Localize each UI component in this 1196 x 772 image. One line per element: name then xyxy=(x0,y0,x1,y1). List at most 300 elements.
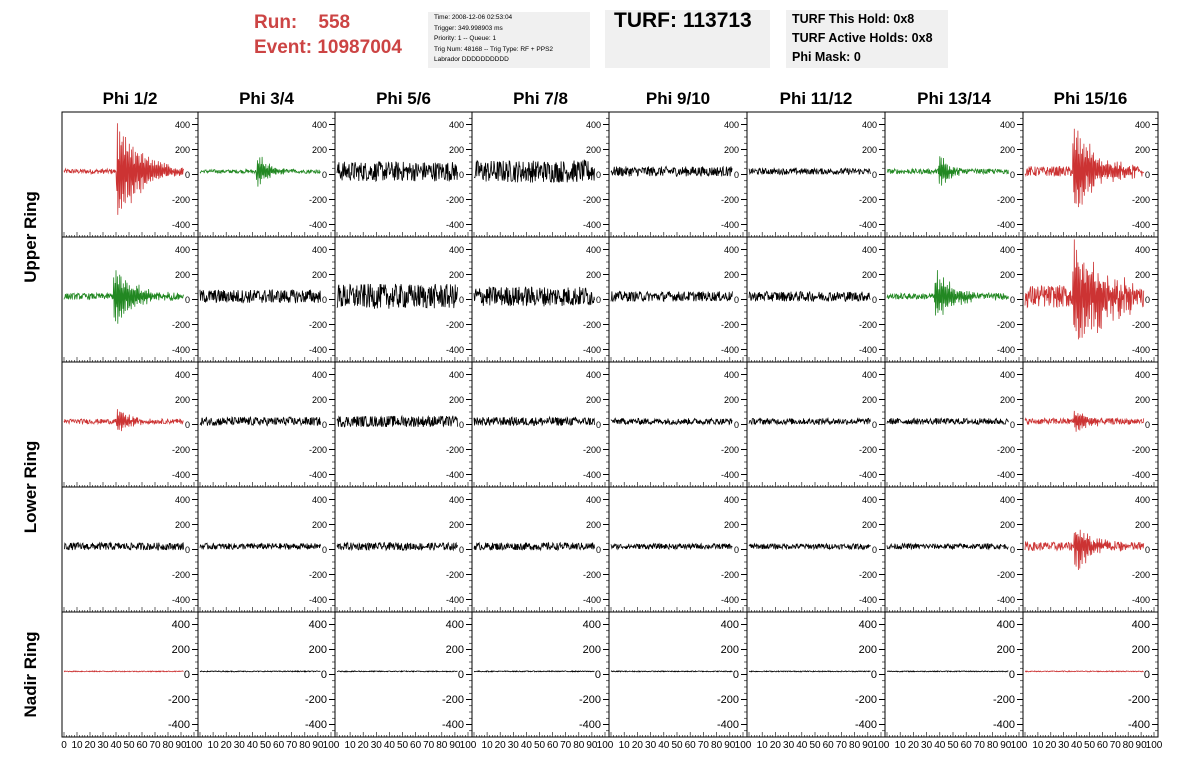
waveform-trace xyxy=(474,671,595,672)
y-tick-label: 200 xyxy=(1131,644,1150,656)
y-tick-label: 0 xyxy=(321,170,327,180)
y-tick-label: 0 xyxy=(321,295,327,305)
y-tick-label: -400 xyxy=(445,345,464,355)
y-tick-label: -200 xyxy=(720,570,739,580)
y-tick-label: 400 xyxy=(1134,245,1150,255)
column-title: Phi 13/14 xyxy=(917,89,991,108)
y-tick-label: -200 xyxy=(1127,694,1150,706)
y-tick-label: 400 xyxy=(996,619,1015,631)
y-tick-label: -200 xyxy=(1131,195,1150,205)
plot-frame xyxy=(747,112,885,237)
y-tick-label: -400 xyxy=(996,345,1015,355)
y-tick-label: 400 xyxy=(723,370,739,380)
x-tick-label: 30 xyxy=(370,740,382,751)
info-line-trignum: Trig Num: 48168 -- Trig Type: RF + PPS2 xyxy=(434,45,554,53)
y-tick-label: 200 xyxy=(448,270,464,280)
waveform-trace xyxy=(337,284,458,309)
x-tick-label: 20 xyxy=(220,740,232,751)
y-tick-label: 400 xyxy=(174,120,190,130)
y-tick-label: -400 xyxy=(1131,595,1150,605)
plot-frame xyxy=(885,112,1023,237)
x-tick-label: 70 xyxy=(1109,740,1121,751)
row-label: Upper Ring xyxy=(21,191,40,283)
y-tick-label: 400 xyxy=(861,120,877,130)
y-tick-label: -200 xyxy=(996,445,1015,455)
x-tick-label: 50 xyxy=(533,740,546,751)
waveform-trace xyxy=(749,671,870,672)
y-tick-label: -200 xyxy=(858,320,877,330)
waveform-trace xyxy=(337,162,458,182)
y-tick-label: -400 xyxy=(720,470,739,480)
y-tick-label: 200 xyxy=(1134,270,1150,280)
x-tick-label: 80 xyxy=(849,740,861,751)
y-tick-label: -400 xyxy=(171,220,190,230)
y-tick-label: 400 xyxy=(720,619,739,631)
y-tick-label: -400 xyxy=(1131,345,1150,355)
y-tick-label: 200 xyxy=(1134,145,1150,155)
x-tick-label: 20 xyxy=(494,740,506,751)
x-tick-label: 90 xyxy=(586,740,598,751)
y-tick-label: 200 xyxy=(999,145,1015,155)
y-tick-label: -400 xyxy=(1131,470,1150,480)
y-tick-label: -400 xyxy=(582,220,601,230)
y-tick-label: -200 xyxy=(996,320,1015,330)
y-tick-label: 400 xyxy=(171,619,190,631)
y-tick-label: -400 xyxy=(996,220,1015,230)
y-tick-label: 400 xyxy=(1134,370,1150,380)
x-tick-label: 90 xyxy=(449,740,461,751)
x-tick-label: 60 xyxy=(136,740,148,751)
run-label: Run: xyxy=(254,12,298,33)
y-tick-label: 200 xyxy=(311,520,327,530)
x-tick-label: 20 xyxy=(1045,740,1057,751)
y-tick-label: 400 xyxy=(445,619,464,631)
y-tick-label: 0 xyxy=(595,295,601,305)
waveform-trace xyxy=(474,417,595,426)
y-tick-label: -200 xyxy=(171,195,190,205)
waveform-trace xyxy=(749,291,870,301)
y-tick-label: -400 xyxy=(996,470,1015,480)
x-tick-label: 30 xyxy=(783,740,795,751)
x-tick-label: 20 xyxy=(769,740,781,751)
info-line-time: Time: 2008-12-06 02:53:04 xyxy=(434,14,513,21)
y-tick-label: -400 xyxy=(578,719,601,731)
y-tick-label: -400 xyxy=(304,719,327,731)
x-tick-label: 80 xyxy=(987,740,999,751)
plot-frame xyxy=(609,237,747,362)
y-tick-label: 200 xyxy=(723,395,739,405)
y-tick-label: -200 xyxy=(304,694,327,706)
x-tick-label: 50 xyxy=(947,740,959,751)
y-tick-label: 200 xyxy=(861,145,877,155)
x-tick-label: 90 xyxy=(1000,740,1012,751)
y-tick-label: 200 xyxy=(171,644,190,656)
y-tick-label: 0 xyxy=(1009,545,1015,555)
waveform-trace xyxy=(887,671,1008,672)
y-tick-label: 400 xyxy=(585,495,601,505)
y-tick-label: 400 xyxy=(1134,120,1150,130)
x-tick-label: 80 xyxy=(436,740,448,751)
y-tick-label: 200 xyxy=(174,520,190,530)
y-tick-label: 400 xyxy=(308,619,327,631)
waveform-trace xyxy=(1025,671,1144,672)
column-title: Phi 15/16 xyxy=(1053,89,1128,108)
x-tick-label: 50 xyxy=(671,740,683,751)
y-tick-label: 200 xyxy=(999,395,1015,405)
x-tick-label: 70 xyxy=(697,740,709,751)
plot-frame xyxy=(1023,362,1158,487)
y-tick-label: 400 xyxy=(861,370,877,380)
y-tick-label: 400 xyxy=(311,495,327,505)
x-tick-label: 100 xyxy=(322,740,340,751)
waveform-trace xyxy=(749,418,870,424)
y-tick-label: -200 xyxy=(858,195,877,205)
x-tick-label: 90 xyxy=(312,740,324,751)
y-tick-label: -400 xyxy=(308,220,327,230)
x-tick-label: 20 xyxy=(907,740,919,751)
x-tick-label: 10 xyxy=(71,740,83,751)
y-tick-label: 400 xyxy=(311,120,327,130)
y-tick-label: 0 xyxy=(321,545,327,555)
y-tick-label: -200 xyxy=(167,694,190,706)
y-tick-label: 0 xyxy=(458,170,464,180)
y-tick-label: -200 xyxy=(1131,570,1150,580)
waveform-trace xyxy=(64,543,184,551)
y-tick-label: 0 xyxy=(184,170,190,180)
waveform-trace xyxy=(749,544,870,549)
y-tick-label: 400 xyxy=(174,495,190,505)
x-tick-label: 70 xyxy=(149,740,161,751)
y-tick-label: 200 xyxy=(448,145,464,155)
waveform-trace xyxy=(611,418,732,424)
y-tick-label: 0 xyxy=(183,669,190,681)
waveform-trace xyxy=(200,671,321,672)
y-tick-label: -400 xyxy=(582,470,601,480)
x-tick-label: 50 xyxy=(396,740,409,751)
y-tick-label: -400 xyxy=(996,595,1015,605)
x-tick-label: 40 xyxy=(383,740,395,751)
x-tick-label: 50 xyxy=(259,740,272,751)
y-tick-label: -200 xyxy=(858,445,877,455)
y-tick-label: -400 xyxy=(308,345,327,355)
y-tick-label: -200 xyxy=(582,445,601,455)
x-tick-label: 40 xyxy=(246,740,258,751)
waveform-trace xyxy=(474,160,595,182)
y-tick-label: 0 xyxy=(870,669,877,681)
column-title: Phi 1/2 xyxy=(102,89,158,108)
x-tick-label: 100 xyxy=(459,740,477,751)
y-tick-label: -400 xyxy=(720,345,739,355)
y-tick-label: 400 xyxy=(448,495,464,505)
x-tick-label: 20 xyxy=(357,740,369,751)
y-tick-label: 200 xyxy=(585,145,601,155)
waveform-trace xyxy=(887,156,1008,185)
y-tick-label: -400 xyxy=(992,719,1015,731)
y-tick-label: 400 xyxy=(723,120,739,130)
y-tick-label: 400 xyxy=(311,370,327,380)
y-tick-label: 200 xyxy=(174,395,190,405)
y-tick-label: 0 xyxy=(458,420,464,430)
y-tick-label: 200 xyxy=(1134,395,1150,405)
y-tick-label: 400 xyxy=(174,245,190,255)
x-tick-label: 0 xyxy=(61,740,67,751)
y-tick-label: 200 xyxy=(585,520,601,530)
plot-frame xyxy=(885,362,1023,487)
x-tick-label: 10 xyxy=(344,740,356,751)
y-tick-label: -200 xyxy=(445,320,464,330)
y-tick-label: 200 xyxy=(996,644,1015,656)
y-tick-label: -400 xyxy=(171,345,190,355)
y-tick-label: 0 xyxy=(458,295,464,305)
x-tick-label: 30 xyxy=(233,740,245,751)
y-tick-label: -200 xyxy=(445,570,464,580)
y-tick-label: -200 xyxy=(578,694,601,706)
waveform-trace xyxy=(1025,411,1144,432)
x-tick-label: 90 xyxy=(1135,740,1147,751)
y-tick-label: -400 xyxy=(858,595,877,605)
x-tick-label: 20 xyxy=(631,740,643,751)
x-tick-label: 40 xyxy=(1071,740,1083,751)
y-tick-label: 400 xyxy=(858,619,877,631)
x-tick-label: 80 xyxy=(162,740,174,751)
x-tick-label: 10 xyxy=(1032,740,1044,751)
y-tick-label: 200 xyxy=(174,145,190,155)
waveform-trace xyxy=(887,418,1008,424)
x-tick-label: 50 xyxy=(809,740,821,751)
column-title: Phi 9/10 xyxy=(645,89,711,108)
x-tick-label: 100 xyxy=(185,740,203,751)
y-tick-label: 0 xyxy=(595,170,601,180)
y-tick-label: 0 xyxy=(321,420,327,430)
y-tick-label: -200 xyxy=(716,694,739,706)
y-tick-label: -400 xyxy=(445,595,464,605)
y-tick-label: 200 xyxy=(585,270,601,280)
y-tick-label: 0 xyxy=(1009,420,1015,430)
y-tick-label: -200 xyxy=(171,570,190,580)
x-tick-label: 70 xyxy=(423,740,435,751)
x-tick-label: 60 xyxy=(1096,740,1108,751)
column-title: Phi 3/4 xyxy=(239,89,294,108)
y-tick-label: 200 xyxy=(445,644,464,656)
y-tick-label: -200 xyxy=(445,195,464,205)
y-tick-label: 200 xyxy=(311,145,327,155)
waveform-trace xyxy=(200,157,321,187)
y-tick-label: 200 xyxy=(308,644,327,656)
y-tick-label: 0 xyxy=(595,420,601,430)
y-tick-label: -200 xyxy=(858,570,877,580)
y-tick-label: 400 xyxy=(861,495,877,505)
waveform-trace xyxy=(200,290,321,304)
x-tick-label: 40 xyxy=(796,740,808,751)
y-tick-label: 400 xyxy=(448,370,464,380)
x-tick-label: 60 xyxy=(273,740,285,751)
x-tick-label: 60 xyxy=(684,740,696,751)
y-tick-label: 0 xyxy=(458,545,464,555)
y-tick-label: -400 xyxy=(445,220,464,230)
plot-frame xyxy=(198,487,335,612)
y-tick-label: -200 xyxy=(720,320,739,330)
y-tick-label: -200 xyxy=(720,445,739,455)
x-tick-label: 70 xyxy=(973,740,985,751)
event-label: Event: xyxy=(254,37,313,58)
y-tick-label: 0 xyxy=(871,420,877,430)
hold-line-active: TURF Active Holds: 0x8 xyxy=(792,31,933,45)
x-tick-label: 30 xyxy=(97,740,109,751)
y-tick-label: -400 xyxy=(858,470,877,480)
x-tick-label: 10 xyxy=(207,740,219,751)
row-label: Nadir Ring xyxy=(21,631,40,718)
y-tick-label: -400 xyxy=(1127,719,1150,731)
x-tick-label: 80 xyxy=(711,740,723,751)
x-tick-label: 10 xyxy=(481,740,493,751)
y-tick-label: 200 xyxy=(858,644,877,656)
y-tick-label: 200 xyxy=(861,270,877,280)
y-tick-label: -400 xyxy=(167,719,190,731)
y-tick-label: -200 xyxy=(308,570,327,580)
y-tick-label: -400 xyxy=(308,470,327,480)
y-tick-label: 200 xyxy=(448,395,464,405)
y-tick-label: -200 xyxy=(582,195,601,205)
y-tick-label: 0 xyxy=(184,545,190,555)
waveform-trace xyxy=(64,671,184,672)
y-tick-label: 0 xyxy=(595,545,601,555)
x-tick-label: 10 xyxy=(618,740,630,751)
y-tick-label: 400 xyxy=(311,245,327,255)
y-tick-label: 400 xyxy=(448,120,464,130)
x-tick-label: 40 xyxy=(934,740,946,751)
y-tick-label: -400 xyxy=(1131,220,1150,230)
plot-frame xyxy=(609,487,747,612)
x-tick-label: 90 xyxy=(862,740,874,751)
y-tick-label: 0 xyxy=(457,669,464,681)
x-tick-label: 60 xyxy=(822,740,834,751)
y-tick-label: -200 xyxy=(171,320,190,330)
x-tick-label: 100 xyxy=(1145,740,1163,751)
y-tick-label: -400 xyxy=(720,595,739,605)
y-tick-label: -400 xyxy=(720,220,739,230)
y-tick-label: 0 xyxy=(594,669,601,681)
waveform-trace xyxy=(887,270,1008,315)
column-title: Phi 5/6 xyxy=(376,89,431,108)
x-tick-label: 10 xyxy=(894,740,906,751)
plot-frame xyxy=(885,487,1023,612)
y-tick-label: -400 xyxy=(445,470,464,480)
x-tick-label: 100 xyxy=(1010,740,1028,751)
y-tick-label: 0 xyxy=(1009,170,1015,180)
y-tick-label: 0 xyxy=(1144,170,1150,180)
x-tick-label: 60 xyxy=(960,740,972,751)
x-tick-label: 40 xyxy=(110,740,122,751)
x-tick-label: 40 xyxy=(658,740,670,751)
y-tick-label: 200 xyxy=(582,644,601,656)
waveform-trace xyxy=(337,416,458,427)
x-tick-label: 10 xyxy=(756,740,768,751)
y-tick-label: -400 xyxy=(858,345,877,355)
plot-frame xyxy=(609,362,747,487)
y-tick-label: 200 xyxy=(174,270,190,280)
waveform-trace xyxy=(474,287,595,307)
waveform-trace xyxy=(611,291,732,301)
waveform-trace xyxy=(474,543,595,550)
y-tick-label: 200 xyxy=(311,395,327,405)
y-tick-label: -400 xyxy=(854,719,877,731)
info-line-labrador: Labrador DDDDDDDDDD xyxy=(434,56,509,64)
y-tick-label: -200 xyxy=(582,570,601,580)
info-line-trigger: Trigger: 349.998903 ms xyxy=(434,24,503,32)
y-tick-label: 0 xyxy=(320,669,327,681)
y-tick-label: 200 xyxy=(1134,520,1150,530)
y-tick-label: 0 xyxy=(733,170,739,180)
y-tick-label: 200 xyxy=(861,395,877,405)
y-tick-label: -200 xyxy=(996,195,1015,205)
x-tick-label: 90 xyxy=(724,740,736,751)
y-tick-label: -400 xyxy=(441,719,464,731)
y-tick-label: 200 xyxy=(723,270,739,280)
x-tick-label: 80 xyxy=(299,740,311,751)
y-tick-label: 0 xyxy=(733,420,739,430)
y-tick-label: 0 xyxy=(1144,420,1150,430)
x-tick-label: 100 xyxy=(734,740,752,751)
x-tick-label: 80 xyxy=(1122,740,1134,751)
waveform-trace xyxy=(1025,239,1144,339)
y-tick-label: 0 xyxy=(732,669,739,681)
waveform-trace xyxy=(1025,530,1144,570)
y-tick-label: -200 xyxy=(1131,320,1150,330)
y-tick-label: 0 xyxy=(184,295,190,305)
y-tick-label: -200 xyxy=(308,195,327,205)
y-tick-label: -200 xyxy=(992,694,1015,706)
y-tick-label: -200 xyxy=(720,195,739,205)
x-tick-label: 80 xyxy=(573,740,585,751)
y-tick-label: -400 xyxy=(171,470,190,480)
y-tick-label: 400 xyxy=(861,245,877,255)
y-tick-label: -200 xyxy=(996,570,1015,580)
x-tick-label: 30 xyxy=(921,740,933,751)
y-tick-label: 200 xyxy=(585,395,601,405)
column-title: Phi 7/8 xyxy=(513,89,568,108)
y-tick-label: -200 xyxy=(308,445,327,455)
y-tick-label: 400 xyxy=(1131,619,1150,631)
y-tick-label: -200 xyxy=(308,320,327,330)
x-tick-label: 40 xyxy=(520,740,532,751)
y-tick-label: -400 xyxy=(582,345,601,355)
y-tick-label: 0 xyxy=(1144,295,1150,305)
column-title: Phi 11/12 xyxy=(779,89,853,108)
waveform-trace xyxy=(611,544,732,550)
plot-frame xyxy=(472,362,609,487)
waveform-trace xyxy=(64,123,184,215)
y-tick-label: 400 xyxy=(585,245,601,255)
y-tick-label: 0 xyxy=(1008,669,1015,681)
x-tick-label: 50 xyxy=(1083,740,1096,751)
y-tick-label: 200 xyxy=(861,520,877,530)
x-tick-label: 100 xyxy=(872,740,890,751)
waveform-trace xyxy=(749,168,870,174)
y-tick-label: -400 xyxy=(308,595,327,605)
waveform-trace xyxy=(1025,129,1144,207)
hold-line-this: TURF This Hold: 0x8 xyxy=(792,12,915,26)
x-tick-label: 20 xyxy=(84,740,96,751)
y-tick-label: -400 xyxy=(171,595,190,605)
y-tick-label: 200 xyxy=(999,520,1015,530)
waveform-trace xyxy=(64,409,184,431)
x-tick-label: 30 xyxy=(1058,740,1070,751)
y-tick-label: 400 xyxy=(585,120,601,130)
y-tick-label: 0 xyxy=(733,295,739,305)
y-tick-label: 400 xyxy=(999,120,1015,130)
y-tick-label: 0 xyxy=(1144,545,1150,555)
y-tick-label: 200 xyxy=(723,520,739,530)
